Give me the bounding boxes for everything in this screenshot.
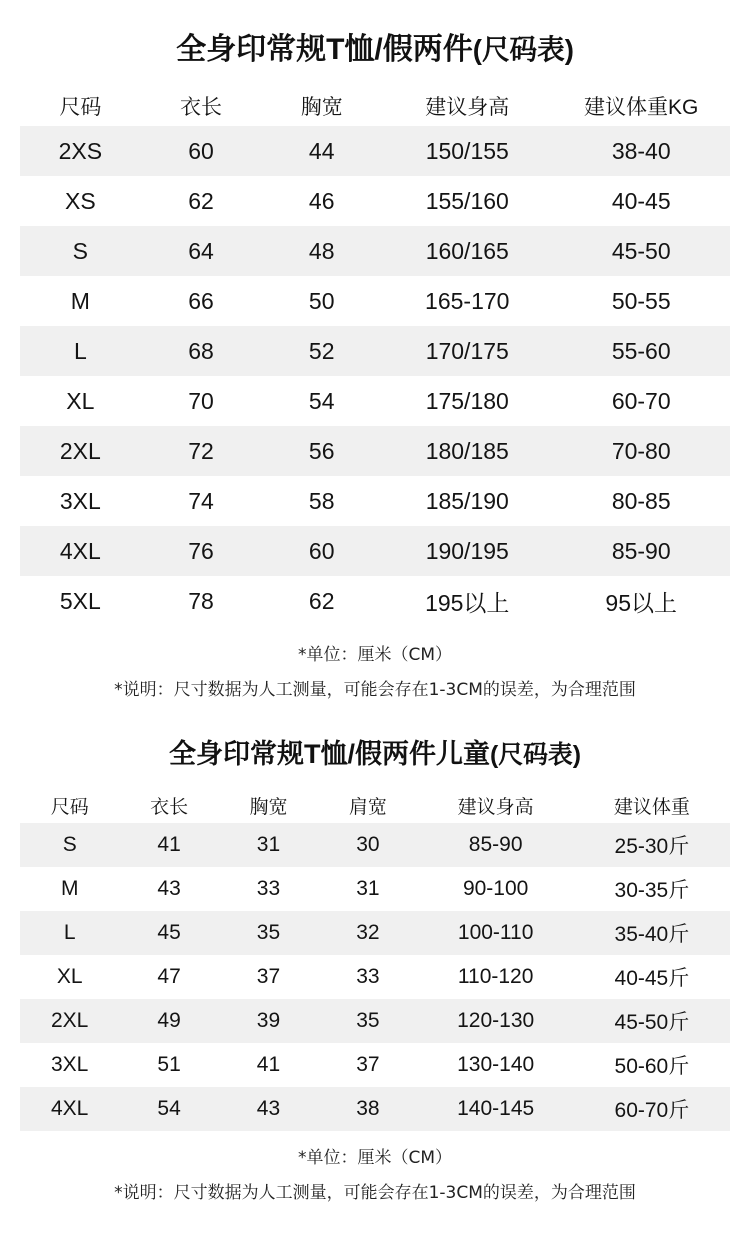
- cell-length: 45: [119, 911, 218, 955]
- cell-weight: 40-45斤: [614, 967, 690, 990]
- adult-chart-title-main: 全身印常规T恤/假两件: [176, 33, 473, 66]
- cell-height: 120-130: [418, 999, 574, 1043]
- cell-length: 66: [188, 287, 214, 314]
- cell-shoulder: 32: [318, 911, 417, 955]
- table-row: [20, 823, 730, 867]
- cell-height: 175/180: [425, 387, 509, 414]
- adult-note-unit: *单位：厘米（CM）: [297, 645, 453, 665]
- cell-length: 78: [188, 587, 214, 614]
- cell-shoulder: 33: [356, 965, 380, 988]
- table-row: [20, 176, 730, 226]
- cell-chest: 48: [261, 226, 382, 276]
- cell-chest: 41: [256, 1053, 281, 1076]
- cell-size: S: [20, 823, 119, 867]
- table-row: [20, 276, 730, 326]
- cell-weight: 38-40: [552, 126, 730, 176]
- cell-chest: 56: [261, 426, 382, 476]
- bottom-spacer: [0, 1209, 750, 1227]
- cell-shoulder: 31: [356, 877, 380, 900]
- cell-size: M: [60, 877, 79, 900]
- col-header-height: 建议身高: [382, 86, 552, 126]
- cell-chest: 39: [219, 999, 318, 1043]
- col-header-chest: 胸宽: [249, 796, 288, 818]
- cell-shoulder: 37: [356, 1053, 380, 1076]
- cell-length: 70: [188, 387, 214, 414]
- cell-height: 155/160: [425, 187, 509, 214]
- table-row: [20, 911, 730, 955]
- col-header-weight: 建议体重: [613, 796, 690, 818]
- cell-size: XS: [65, 187, 96, 214]
- table-row: [20, 126, 730, 176]
- cell-height: 180/185: [382, 426, 552, 476]
- adult-table-body: [20, 126, 730, 626]
- kids-note-description: *说明：尺寸数据为人工测量，可能会存在1-3CM的误差，为合理范围: [114, 1183, 636, 1203]
- cell-chest: 54: [308, 387, 335, 414]
- cell-height: 85-90: [418, 823, 574, 867]
- table-row: [20, 999, 730, 1043]
- cell-size: 4XL: [20, 1087, 119, 1131]
- table-row: [20, 476, 730, 526]
- cell-height: 160/165: [382, 226, 552, 276]
- table-row: [20, 376, 730, 426]
- cell-weight: 40-45: [611, 187, 671, 214]
- table-row: [20, 1087, 730, 1131]
- kids-table-body: [20, 823, 730, 1131]
- cell-weight: 60-70斤: [574, 1087, 730, 1131]
- cell-chest: 44: [261, 126, 382, 176]
- cell-height: 190/195: [382, 526, 552, 576]
- kids-size-table: [20, 787, 730, 1131]
- cell-weight: 50-60斤: [614, 1055, 690, 1078]
- cell-length: 43: [157, 877, 181, 900]
- cell-height: 165-170: [425, 287, 510, 314]
- cell-chest: 60: [261, 526, 382, 576]
- cell-size: 4XL: [20, 526, 141, 576]
- adult-note-description: *说明：尺寸数据为人工测量，可能会存在1-3CM的误差，为合理范围: [114, 680, 636, 700]
- cell-size: 2XL: [20, 999, 119, 1043]
- col-header-length: 衣长: [141, 86, 262, 126]
- cell-weight: 25-30斤: [574, 823, 730, 867]
- cell-length: 64: [141, 226, 262, 276]
- cell-size: 3XL: [51, 1053, 89, 1076]
- table-row: [20, 576, 730, 626]
- table-row: [20, 426, 730, 476]
- cell-size: XL: [66, 387, 95, 414]
- cell-weight: 80-85: [611, 487, 671, 514]
- adult-size-table: [20, 86, 730, 626]
- col-header-weight: 建议体重KG: [552, 86, 730, 126]
- col-header-chest: 胸宽: [261, 86, 382, 126]
- cell-chest: 62: [308, 587, 335, 614]
- cell-size: XL: [56, 965, 83, 988]
- cell-height: 170/175: [382, 326, 552, 376]
- cell-length: 72: [141, 426, 262, 476]
- cell-weight: 35-40斤: [574, 911, 730, 955]
- cell-size: L: [20, 911, 119, 955]
- cell-length: 41: [119, 823, 218, 867]
- cell-size: S: [20, 226, 141, 276]
- cell-chest: 35: [219, 911, 318, 955]
- cell-size: M: [70, 287, 90, 314]
- kids-note-unit: *单位：厘米（CM）: [297, 1148, 453, 1168]
- kids-chart-title: [0, 706, 750, 787]
- cell-height: 185/190: [425, 487, 509, 514]
- cell-chest: 52: [261, 326, 382, 376]
- cell-length: 74: [188, 487, 214, 514]
- cell-height: 130-140: [457, 1053, 535, 1076]
- cell-shoulder: 30: [318, 823, 417, 867]
- cell-length: 62: [188, 187, 214, 214]
- cell-shoulder: 38: [318, 1087, 417, 1131]
- table-row: [20, 955, 730, 999]
- cell-chest: 33: [256, 877, 281, 900]
- cell-height: 100-110: [418, 911, 574, 955]
- col-header-shoulder: 肩宽: [348, 796, 387, 818]
- adult-chart-title: [0, 0, 750, 86]
- cell-length: 68: [141, 326, 262, 376]
- table-header-row: [20, 787, 730, 823]
- cell-size: 2XL: [20, 426, 141, 476]
- cell-weight: 95以上: [605, 589, 678, 616]
- table-header-row: [20, 86, 730, 126]
- cell-size: 3XL: [59, 487, 101, 514]
- cell-chest: 43: [219, 1087, 318, 1131]
- cell-height: 140-145: [418, 1087, 574, 1131]
- cell-length: 76: [141, 526, 262, 576]
- cell-size: 2XS: [20, 126, 141, 176]
- cell-weight: 50-55: [611, 287, 671, 314]
- cell-length: 54: [119, 1087, 218, 1131]
- adult-table-head: [20, 86, 730, 126]
- cell-size: L: [20, 326, 141, 376]
- cell-chest: 37: [256, 965, 281, 988]
- cell-height: 150/155: [382, 126, 552, 176]
- cell-length: 51: [157, 1053, 181, 1076]
- table-row: [20, 226, 730, 276]
- kids-table-head: [20, 787, 730, 823]
- kids-chart-title-paren: (尺码表): [489, 742, 582, 769]
- cell-weight: 60-70: [611, 387, 671, 414]
- table-row: [20, 326, 730, 376]
- cell-length: 47: [157, 965, 181, 988]
- kids-size-section: [0, 706, 750, 1227]
- cell-weight: 45-50: [552, 226, 730, 276]
- cell-size: 5XL: [59, 587, 101, 614]
- col-header-size: 尺码: [50, 796, 89, 818]
- kids-chart-title-main: 全身印常规T恤/假两件儿童: [168, 739, 490, 769]
- cell-weight: 45-50斤: [574, 999, 730, 1043]
- col-header-height: 建议身高: [457, 796, 534, 818]
- cell-weight: 30-35斤: [614, 879, 690, 902]
- cell-height: 110-120: [457, 965, 534, 988]
- table-row: [20, 526, 730, 576]
- cell-weight: 55-60: [552, 326, 730, 376]
- col-header-length: 衣长: [150, 796, 189, 818]
- cell-height: 195以上: [425, 589, 510, 616]
- cell-length: 49: [119, 999, 218, 1043]
- cell-shoulder: 35: [318, 999, 417, 1043]
- table-row: [20, 1043, 730, 1087]
- cell-chest: 31: [219, 823, 318, 867]
- cell-height: 90-100: [462, 877, 529, 900]
- cell-weight: 70-80: [552, 426, 730, 476]
- cell-chest: 58: [308, 487, 335, 514]
- cell-length: 60: [141, 126, 262, 176]
- adult-chart-title-paren: (尺码表): [472, 34, 574, 65]
- table-row: [20, 867, 730, 911]
- cell-chest: 50: [308, 287, 335, 314]
- cell-weight: 85-90: [552, 526, 730, 576]
- col-header-size: 尺码: [20, 86, 141, 126]
- cell-chest: 46: [308, 187, 335, 214]
